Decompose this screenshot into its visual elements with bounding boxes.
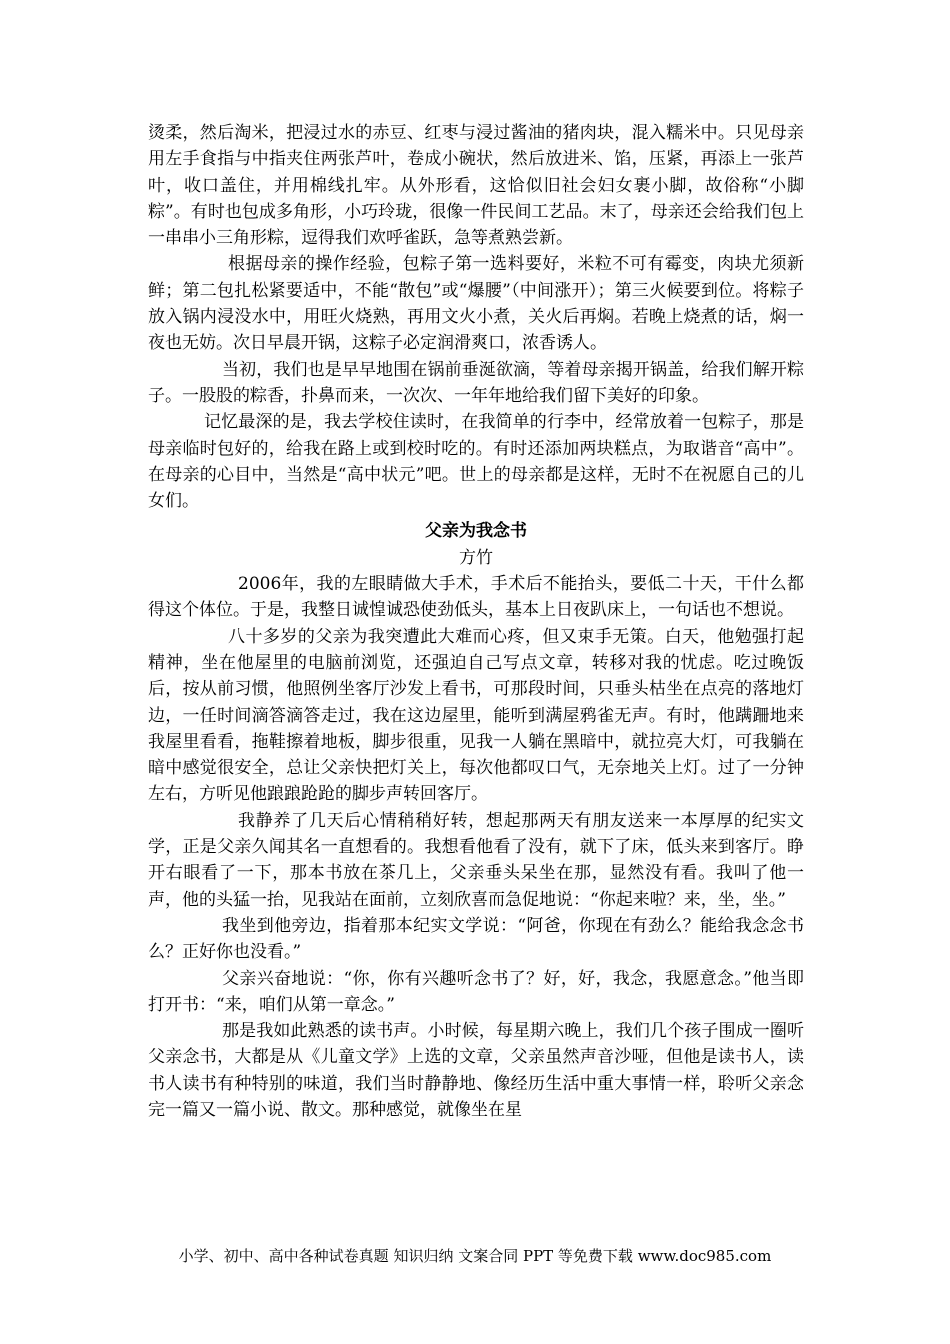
paragraph: 根据母亲的操作经验，包粽子第一选料要好，米粒不可有霉变，肉块尤须新鲜；第二包扎松紧要适中，不能“散包”或“爆腰”（中间涨开）；第三火候要到位。将粽子放入锅内浸没水中，用旺火烧熟，再用文火小煮，关火后再焖。若晚上烧煮的话，焖一夜也无妨。次日早晨开锅，这粽子必定润滑爽口，浓香诱人。 — [148, 254, 804, 354]
paragraph: 我静养了几天后心情稍稍好转，想起那两天有朋友送来一本厚厚的纪实文学，正是父亲久闻其名一直想看的。我想看他看了没有，就下了床，低头来到客厅。睁开右眼看了一下，那本书放在茶几上，父亲垂头呆坐在那，显然没有看。我叫了他一声，他的头猛一抬，见我站在面前，立刻欣喜而急促地说：“你起来啦？来，坐，坐。” — [148, 810, 804, 910]
paragraph: 烫柔，然后淘米，把浸过水的赤豆、红枣与浸过酱油的猪肉块，混入糯米中。只见母亲用左手食指与中指夹住两张芦叶，卷成小碗状，然后放进米、馅，压紧，再添上一张芦叶，收口盖住，并用棉线扎牢。从外形看，这恰似旧社会妇女裹小脚，故俗称“小脚粽”。有时也包成多角形，小巧玲珑，很像一件民间工艺品。末了，母亲还会给我们包上一串串小三角形粽，逗得我们欢呼雀跃，急等煮熟尝新。 — [148, 123, 804, 249]
paragraph: 记忆最深的是，我去学校住读时，在我简单的行李中，经常放着一包粽子，那是母亲临时包好的，给我在路上或到校时吃的。有时还添加两块糕点，为取谐音“高中”。在母亲的心目中，当然是“高中状元”吧。世上的母亲都是这样，无时不在祝愿自己的儿女们。 — [148, 412, 804, 512]
paragraph: 我坐到他旁边，指着那本纪实文学说：“阿爸，你现在有劲么？能给我念念书么？正好你也没看。” — [148, 915, 804, 963]
paragraph: 那是我如此熟悉的读书声。小时候，每星期六晚上，我们几个孩子围成一圈听父亲念书，大都是从《儿童文学》上选的文章，父亲虽然声音沙哑，但他是读书人，读书人读书有种特别的味道，我们当时静静地、像经历生活中重大事情一样，聆听父亲念完一篇又一篇小说、散文。那种感觉，就像坐在星 — [148, 1021, 804, 1120]
paragraph: 八十多岁的父亲为我突遭此大难而心疼，但又束手无策。白天，他勉强打起精神，坐在他屋里的电脑前浏览，还强迫自己写点文章，转移对我的忧虑。吃过晚饭后，按从前习惯，他照例坐客厅沙发上看书，可那段时间，只垂头枯坐在点亮的落地灯边，一任时间滴答滴答走过，我在这边屋里，能听到满屋鸦雀无声。有时，他蹒跚地来我屋里看看，拖鞋擦着地板，脚步很重，见我一人躺在黑暗中，就拉亮大灯，可我躺在暗中感觉很安全，总让父亲快把灯关上，每次他都叹口气，无奈地关上灯。过了一分钟左右，方听见他踉踉跄跄的脚步声转回客厅。 — [148, 626, 804, 805]
paragraph: 当初，我们也是早早地围在锅前垂涎欲滴，等着母亲揭开锅盖，给我们解开粽子。一股股的粽香，扑鼻而来，一次次、一年年地给我们留下美好的印象。 — [148, 359, 804, 406]
paragraph: 2006年，我的左眼睛做大手术，手术后不能抬头，要低二十天，干什么都得这个体位。于是，我整日诚惶诚恐使劲低头，基本上日夜趴床上，一句话也不想说。 — [148, 574, 804, 621]
article-title: 父亲为我念书 — [425, 521, 527, 542]
paragraph: 父亲兴奋地说：“你，你有兴趣听念书了？好，好，我念，我愿意念。”他当即打开书：“来，咱们从第一章念。” — [148, 968, 804, 1015]
article-author: 方竹 — [459, 547, 493, 568]
document-body — [148, 120, 804, 1123]
page-footer: 小学、初中、高中各种试卷真题 知识归纳 文案合同 PPT 等免费下载 www.doc985.com — [178, 1247, 772, 1265]
